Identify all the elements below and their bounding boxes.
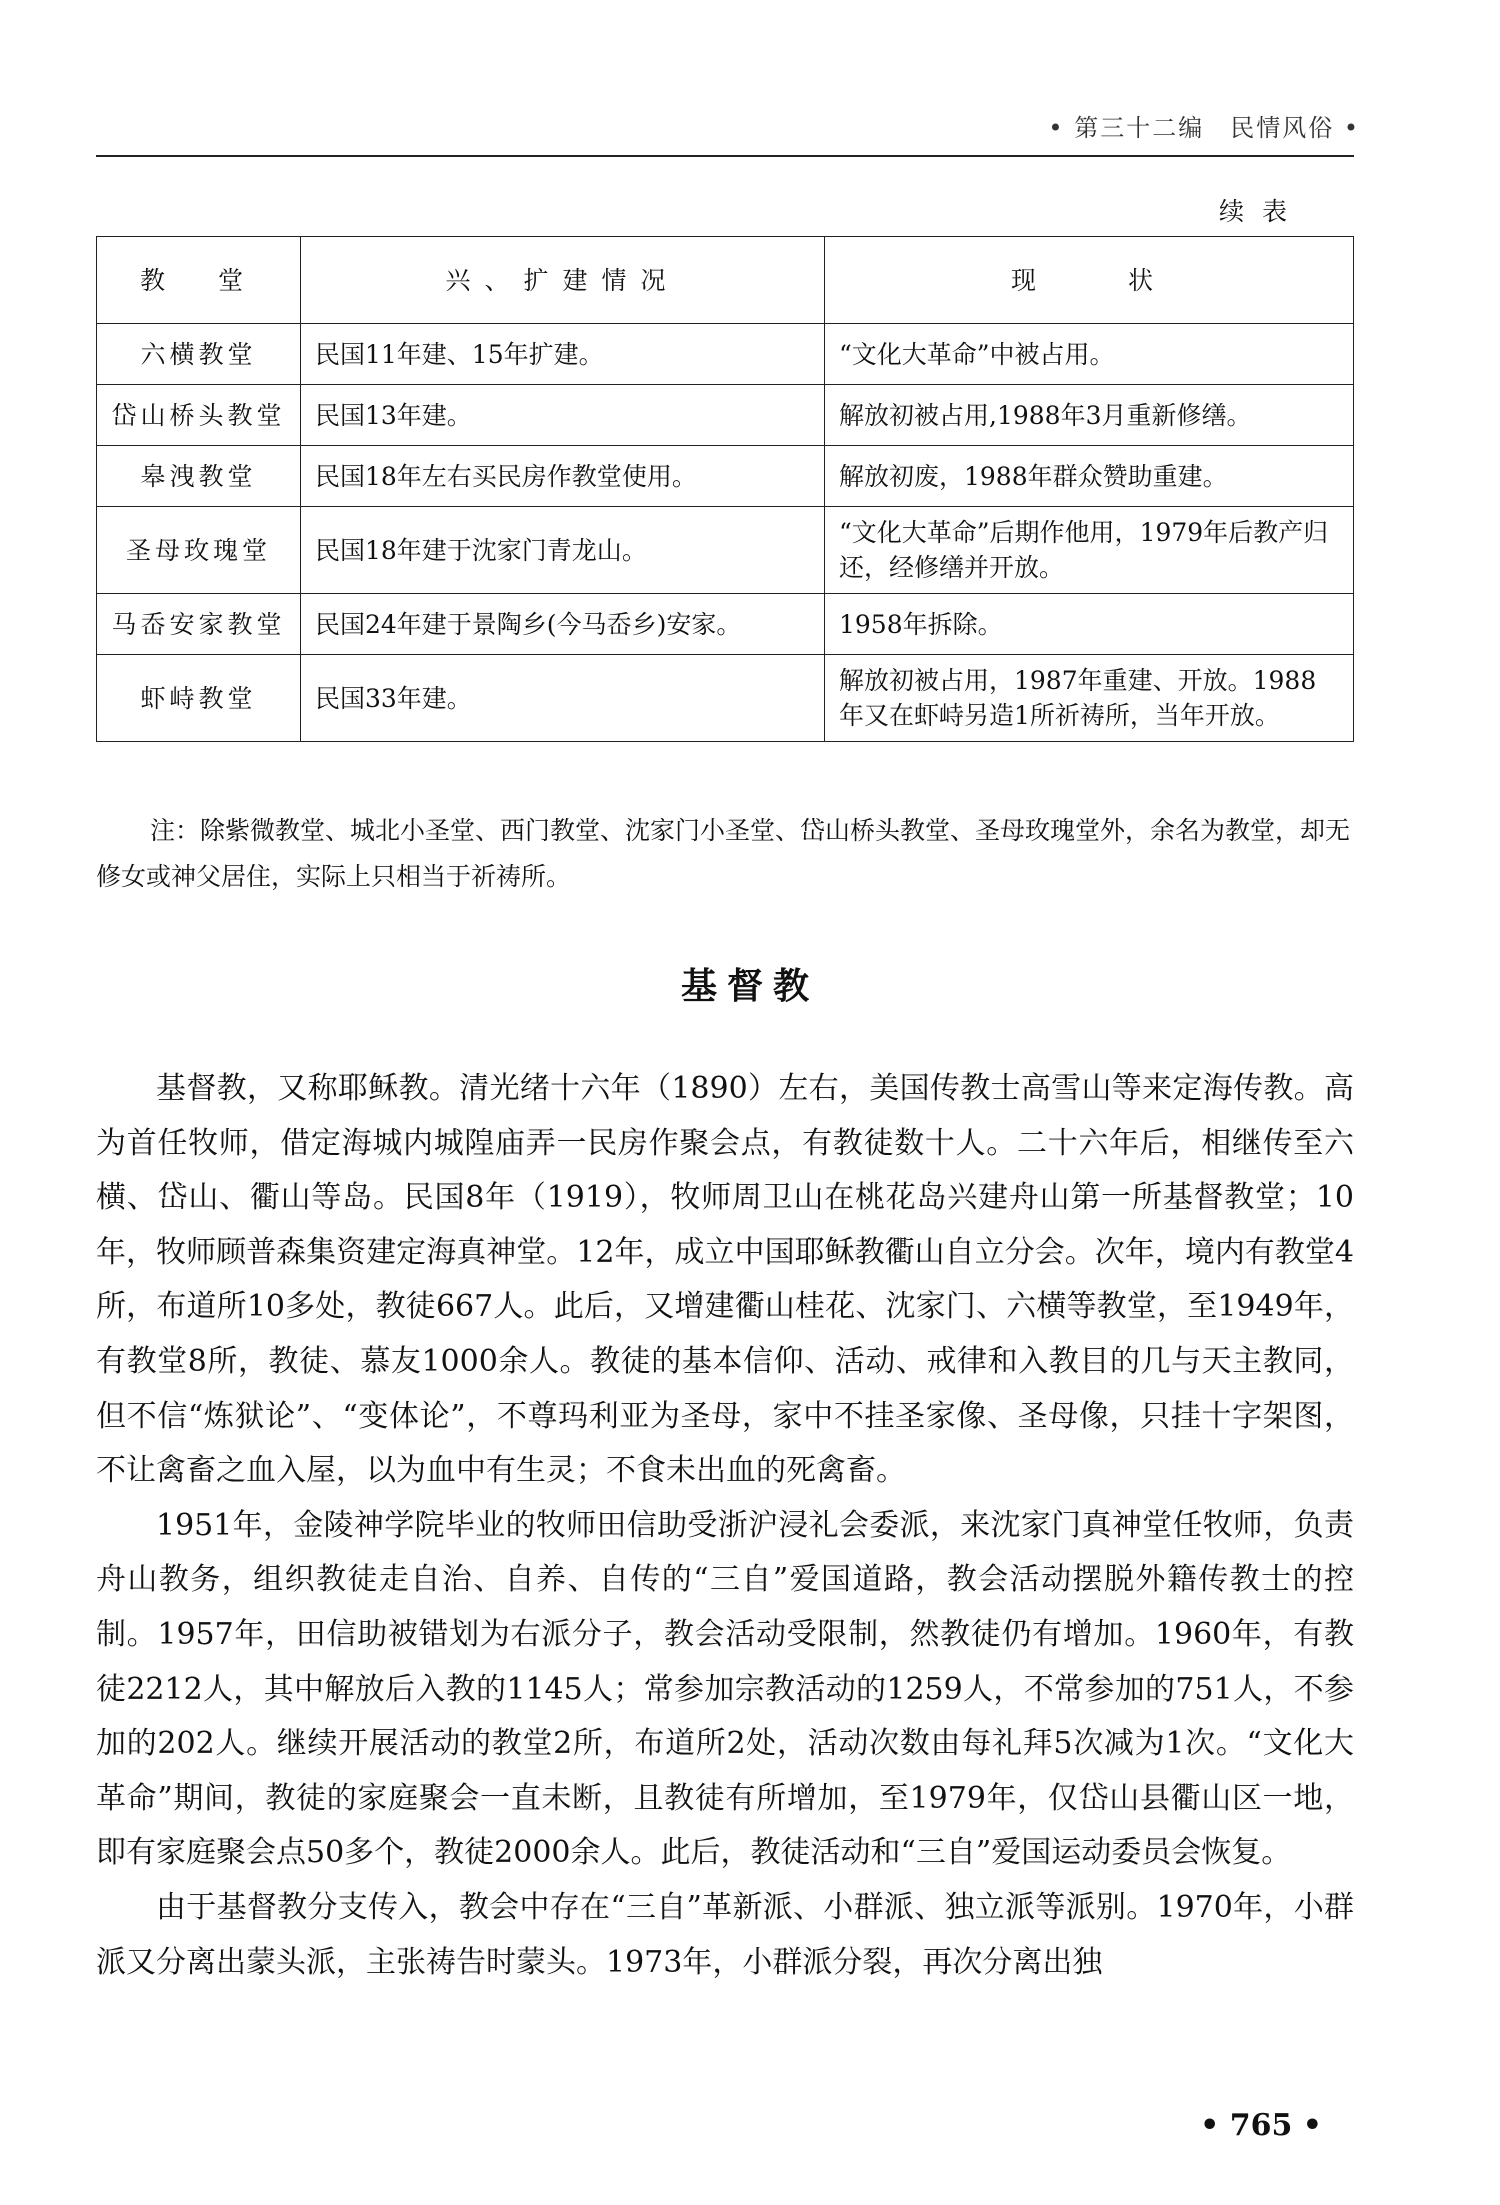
table-row xyxy=(97,655,1354,742)
church-name-cell: 圣母玫瑰堂 xyxy=(97,507,301,594)
table-row xyxy=(97,594,1354,655)
status-cell: “文化大革命”后期作他用，1979年后教产归还，经修缮并开放。 xyxy=(825,507,1354,594)
construction-cell: 民国18年左右买民房作教堂使用。 xyxy=(301,446,825,507)
construction-cell: 民国33年建。 xyxy=(301,655,825,742)
body-paragraph: 1951年，金陵神学院毕业的牧师田信助受浙沪浸礼会委派，来沈家门真神堂任牧师，负责舟山教务，组织教徒走自治、自养、自传的“三自”爱国道路，教会活动摆脱外籍传教士的控制。1957年，田信助被错划为右派分子，教会活动受限制，然教徒仍有增加。1960年，有教徒2212人，其中解放后入教的1145人；常参加宗教活动的1259人，不常参加的751人，不参加的202人。继续开展活动的教堂2所，布道所2处，活动次数由每礼拜5次减为1次。“文化大革命”期间，教徒的家庭聚会一直未断，且教徒有所增加，至1979年，仅岱山县衢山区一地，即有家庭聚会点50多个，教徒2000余人。此后，教徒活动和“三自”爱国运动委员会恢复。 xyxy=(96,1507,1354,1871)
church-name-cell: 马岙安家教堂 xyxy=(97,594,301,655)
status-cell: 解放初被占用,1988年3月重新修缮。 xyxy=(825,385,1354,446)
table-row xyxy=(97,507,1354,594)
body-paragraph: 由于基督教分支传入，教会中存在“三自”革新派、小群派、独立派等派别。1970年，小群派又分离出蒙头派，主张祷告时蒙头。1973年，小群派分裂，再次分离出独 xyxy=(96,1889,1354,1980)
church-table xyxy=(96,236,1354,742)
page-number: • 765 • xyxy=(1200,2108,1322,2143)
table-header-row xyxy=(97,237,1354,324)
status-cell: “文化大革命”中被占用。 xyxy=(825,324,1354,385)
header-rule xyxy=(96,155,1354,157)
table-row xyxy=(97,385,1354,446)
table-note: 注：除紫微教堂、城北小圣堂、西门教堂、沈家门小圣堂、岱山桥头教堂、圣母玫瑰堂外，余名为教堂，却无修女或神父居住，实际上只相当于祈祷所。 xyxy=(96,816,1351,891)
construction-cell: 民国24年建于景陶乡(今马岙乡)安家。 xyxy=(301,594,825,655)
church-name-cell: 岱山桥头教堂 xyxy=(97,385,301,446)
table-row xyxy=(97,446,1354,507)
table-row xyxy=(97,324,1354,385)
church-name-cell: 皋洩教堂 xyxy=(97,446,301,507)
running-header: • 第三十二编 民情风俗 • xyxy=(1048,114,1360,142)
continued-label: 续表 xyxy=(1218,197,1305,226)
construction-cell: 民国11年建、15年扩建。 xyxy=(301,324,825,385)
status-cell: 解放初废，1988年群众赞助重建。 xyxy=(825,446,1354,507)
body-text xyxy=(96,1062,1354,1990)
column-header-construction: 兴、扩建情况 xyxy=(301,237,825,324)
status-cell: 解放初被占用，1987年重建、开放。1988年又在虾峙另造1所祈祷所，当年开放。 xyxy=(825,655,1354,742)
construction-cell: 民国18年建于沈家门青龙山。 xyxy=(301,507,825,594)
column-header-status: 现 状 xyxy=(825,237,1354,324)
column-header-church: 教 堂 xyxy=(97,237,301,324)
church-name-cell: 虾峙教堂 xyxy=(97,655,301,742)
status-cell: 1958年拆除。 xyxy=(825,594,1354,655)
church-name-cell: 六横教堂 xyxy=(97,324,301,385)
section-title: 基督教 xyxy=(680,966,819,1007)
body-paragraph: 基督教，又称耶稣教。清光绪十六年（1890）左右，美国传教士高雪山等来定海传教。高为首任牧师，借定海城内城隍庙弄一民房作聚会点，有教徒数十人。二十六年后，相继传至六横、岱山、衢山等岛。民国8年（1919），牧师周卫山在桃花岛兴建舟山第一所基督教堂；10年，牧师顾普森集资建定海真神堂。12年，成立中国耶稣教衢山自立分会。次年，境内有教堂4所，布道所10多处，教徒667人。此后，又增建衢山桂花、沈家门、六横等教堂，至1949年，有教堂8所，教徒、慕友1000余人。教徒的基本信仰、活动、戒律和入教目的几与天主教同，但不信“炼狱论”、“变体论”，不尊玛利亚为圣母，家中不挂圣家像、圣母像，只挂十字架图，不让禽畜之血入屋，以为血中有生灵；不食未出血的死禽畜。 xyxy=(96,1071,1354,1489)
construction-cell: 民国13年建。 xyxy=(301,385,825,446)
